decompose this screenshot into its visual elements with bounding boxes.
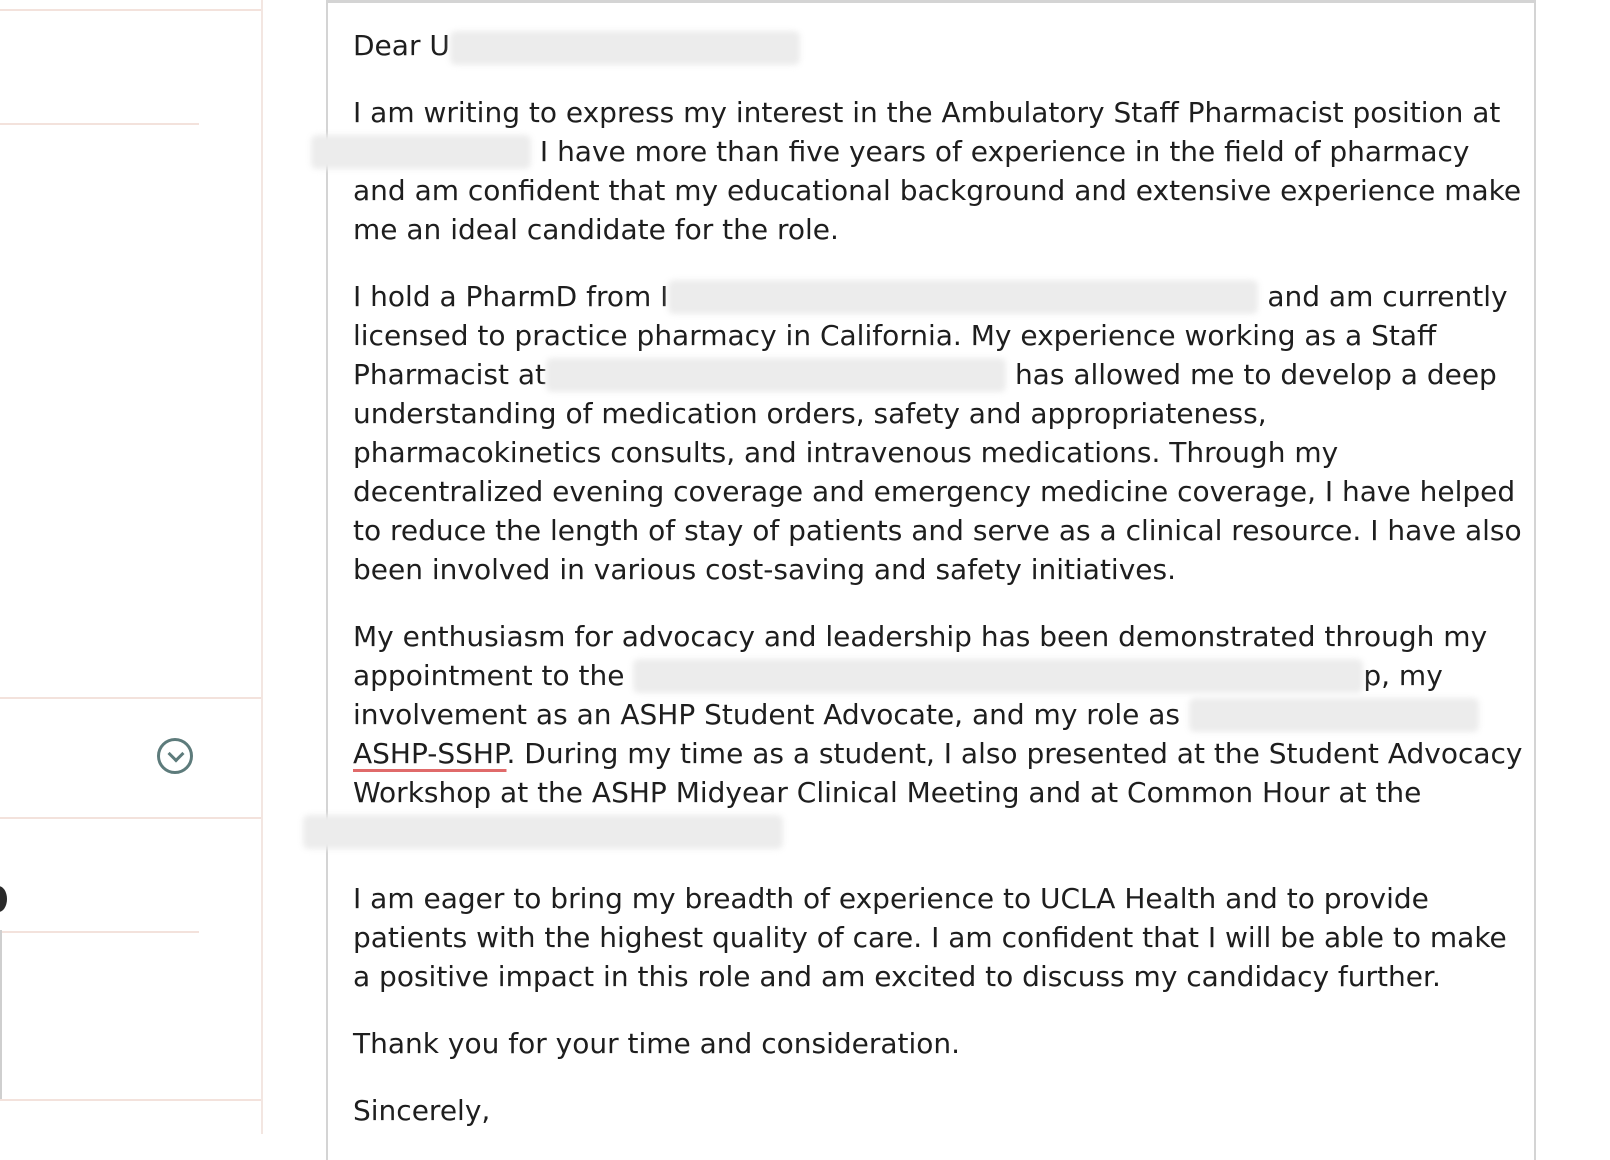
paragraph-2-text-b: and am currently licensed to practice pharmacy in California. My experience working as a Staff Pharmacist at — [353, 280, 1508, 391]
paragraph-1 — [353, 93, 1523, 249]
redacted-text — [1189, 698, 1479, 732]
greeting-text: Dear U — [353, 29, 450, 62]
redacted-text — [633, 659, 1363, 693]
redacted-text — [311, 135, 531, 169]
paragraph-2-text-c: has allowed me to develop a deep understanding of medication orders, safety and appropriateness, pharmacokinetics consults, and intravenous medications. Through my decentralized evening coverage and emergency medicine coverage, I have helped to reduce the length of stay of patients and serve as a clinical resource. I have also been involved in various cost-saving and safety initiatives. — [353, 358, 1522, 586]
sidebar-divider — [0, 931, 199, 933]
paragraph-4: I am eager to bring my breadth of experience to UCLA Health and to provide patients with the highest quality of care. I am confident that I will be able to make a positive impact in this role and am excited to discuss my candidacy further. — [353, 882, 1507, 993]
drag-handle-icon[interactable] — [0, 886, 7, 912]
sidebar-divider — [0, 123, 199, 125]
spellcheck-word[interactable]: ASHP-SSHP — [353, 737, 507, 770]
sidebar-divider — [0, 817, 261, 819]
redacted-text — [303, 815, 783, 849]
redacted-text — [668, 280, 1258, 314]
paragraph-2 — [353, 277, 1523, 589]
cover-letter-body[interactable] — [353, 26, 1523, 1158]
sidebar-divider — [0, 9, 261, 11]
redacted-text — [450, 31, 800, 65]
greeting — [353, 26, 1523, 65]
chevron-down-icon[interactable] — [157, 738, 193, 774]
paragraph-3 — [353, 617, 1523, 851]
sidebar-edge — [0, 930, 2, 1100]
sidebar — [0, 0, 263, 1134]
paragraph-3-text-a: My enthusiasm for advocacy and leadership has been demonstrated through my appointment to the — [353, 620, 1488, 692]
paragraph-5: Thank you for your time and consideration. — [353, 1027, 961, 1060]
redacted-text — [546, 358, 1006, 392]
paragraph-3-text-b: p, my involvement as an ASHP Student Advocate, and my role as — [353, 659, 1443, 731]
paragraph-1-text-a: I am writing to express my interest in the Ambulatory Staff Pharmacist position at — [353, 96, 1501, 129]
paragraph-2-text-a: I hold a PharmD from I — [353, 280, 669, 313]
closing: Sincerely, — [353, 1094, 491, 1127]
sidebar-divider — [0, 697, 261, 699]
paragraph-3-text-d: . During my time as a student, I also presented at the Student Advocacy Workshop at the ASHP Midyear Clinical Meeting and at Common Hour at the — [353, 737, 1523, 809]
paragraph-1-text-b: I have more than five years of experience in the field of pharmacy and am confident that my educational background and extensive experience make me an ideal candidate for the role. — [353, 135, 1522, 246]
sidebar-divider — [0, 1099, 261, 1101]
